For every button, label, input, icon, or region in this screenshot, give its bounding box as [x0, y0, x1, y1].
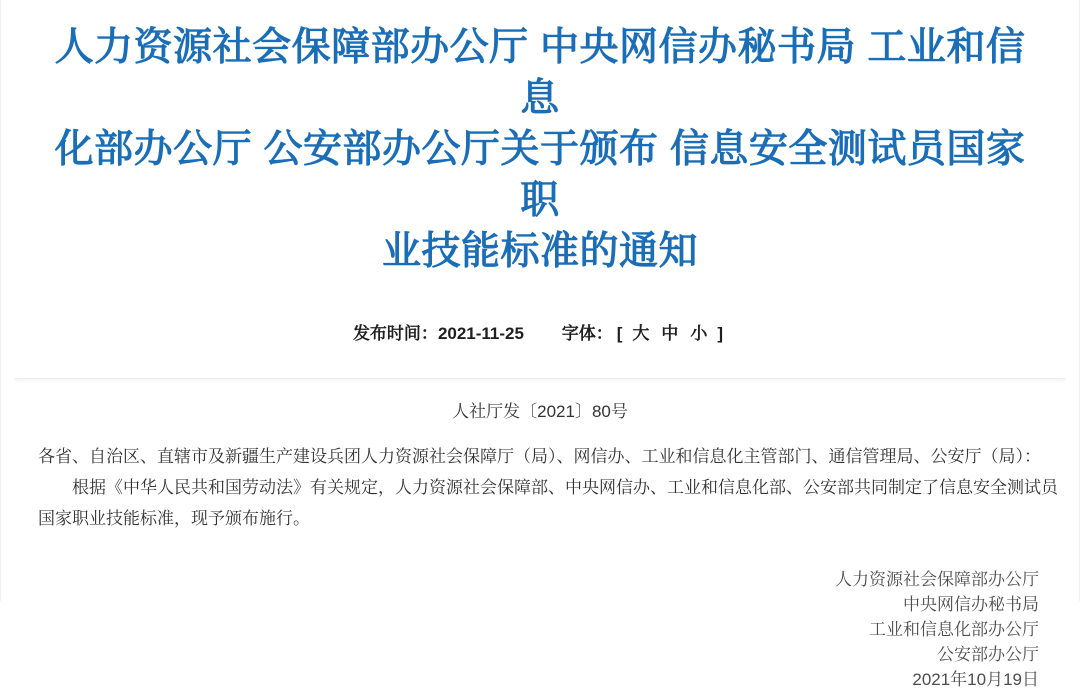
publish-date-value: 2021-11-25 [437, 324, 524, 343]
publish-date [353, 322, 524, 345]
font-size-label: 字体： [561, 324, 613, 343]
font-bracket-open: [ [616, 324, 623, 343]
signer-2: 中央网信办秘书局 [903, 595, 1039, 614]
signature-date: 2021年10月19日 [912, 670, 1039, 689]
font-bracket-close: ] [717, 324, 724, 343]
page-title-line-1: 人力资源社会保障部办公厅 中央网信办秘书局 工业和信息 [54, 26, 1026, 120]
salutation-paragraph: 各省、自治区、直辖市及新疆生产建设兵团人力资源社会保障厅（局）、网信办、工业和信息化主管部门、通信管理局、公安厅（局）： [38, 447, 1041, 466]
body-paragraph: 根据《中华人民共和国劳动法》有关规定，人力资源社会保障部、中央网信办、工业和信息化部、公安部共同制定了信息安全测试员国家职业技能标准，现予颁布施行。 [38, 478, 1058, 528]
signature-block [1, 567, 1079, 692]
font-size-medium-button[interactable]: 中 [661, 324, 679, 343]
signer-4: 公安部办公厅 [937, 645, 1039, 664]
meta-row [1, 322, 1079, 345]
document-body [38, 441, 1058, 534]
signer-3: 工业和信息化部办公厅 [869, 620, 1039, 639]
publish-date-label: 发布时间： [352, 324, 438, 343]
page-title [1, 0, 1079, 277]
font-size-small-button[interactable]: 小 [690, 324, 708, 343]
page-title-line-2: 化部办公厅 公安部办公厅关于颁布 信息安全测试员国家职 [54, 128, 1026, 222]
page-title-line-3: 业技能标准的通知 [381, 230, 698, 273]
header-divider [15, 378, 1065, 380]
signer-1: 人力资源社会保障部办公厅 [835, 570, 1039, 589]
font-size-large-button[interactable]: 大 [632, 324, 650, 343]
document-number: 人社厅发〔2021〕80号 [452, 402, 628, 421]
font-size-control [562, 322, 727, 345]
